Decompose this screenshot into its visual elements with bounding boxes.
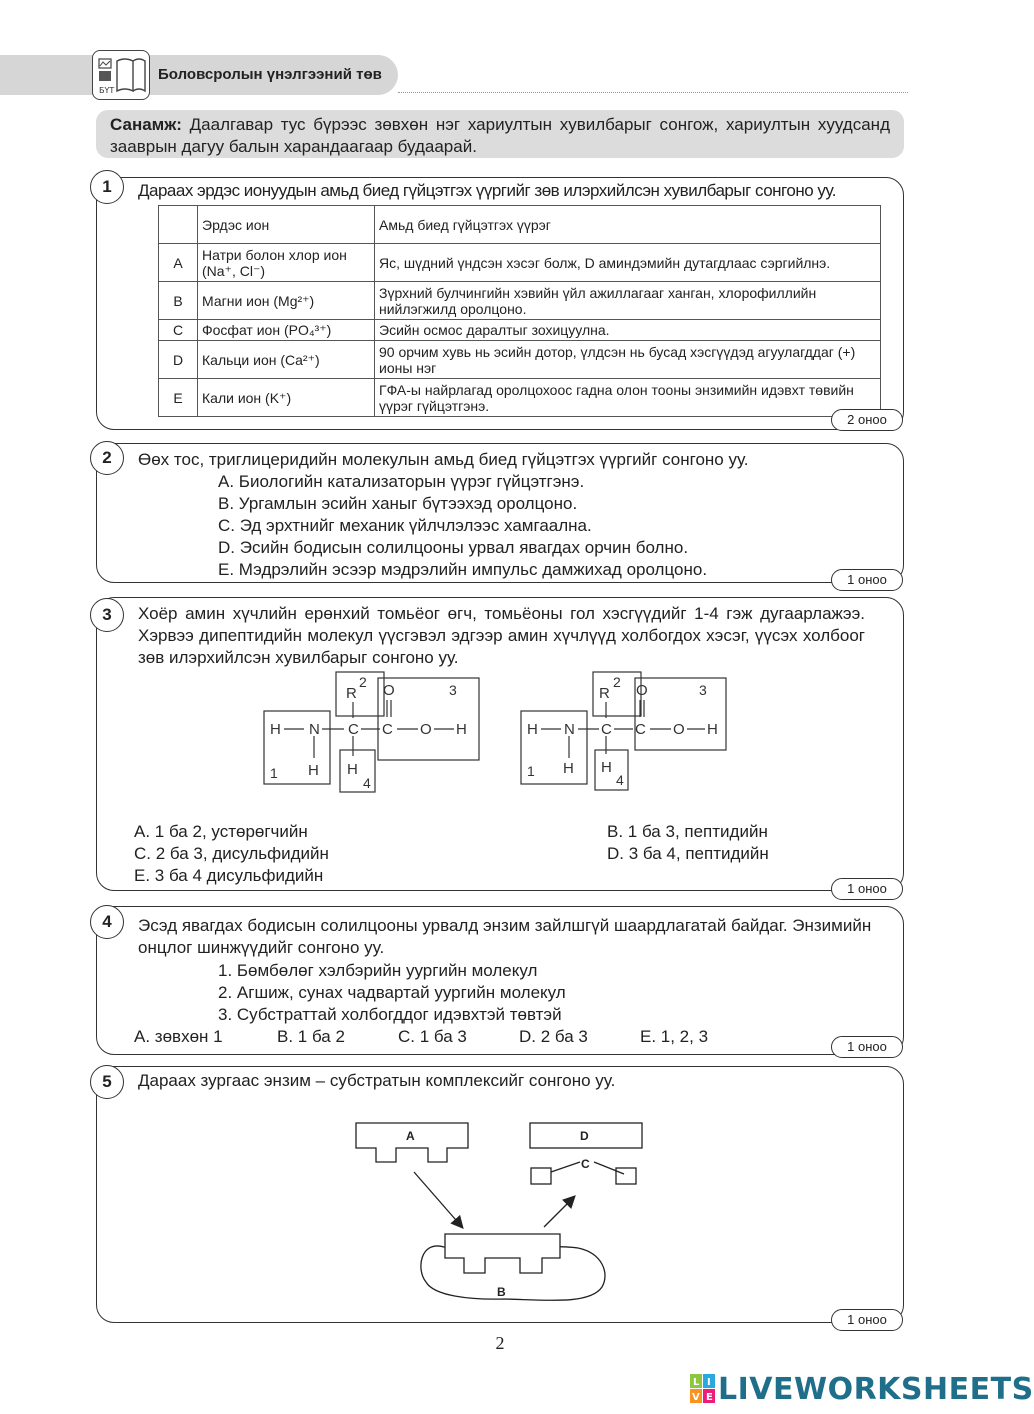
ion-name-text: Натри болон хлор ион — [202, 246, 347, 263]
table-row — [159, 341, 881, 379]
table-cell — [159, 206, 198, 244]
part-number: 4 — [616, 772, 624, 788]
atom-h: H — [270, 721, 281, 738]
part-number: 1 — [527, 763, 535, 779]
note-label: Санамж: — [110, 115, 182, 134]
enzyme-substrate-diagram — [340, 1110, 670, 1315]
part-number: 4 — [363, 775, 371, 791]
option[interactable]: B. 1 ба 2 — [277, 1027, 345, 1046]
row-letter: C — [159, 320, 198, 341]
question-number: 2 — [90, 441, 124, 475]
label-c: C — [581, 1157, 590, 1171]
atom-r: R — [599, 685, 610, 702]
label-b: B — [497, 1285, 506, 1299]
amino-acid-formula-1 — [258, 668, 483, 794]
option[interactable]: E. 3 ба 4 дисульфидийн — [134, 866, 324, 885]
points-badge: 1 оноо — [831, 569, 903, 591]
atom-c: C — [601, 721, 612, 738]
atom-h: H — [563, 760, 574, 777]
option[interactable]: A. 1 ба 2, устөрөгчийн — [134, 822, 308, 841]
badge-letter: E — [706, 1392, 713, 1403]
option[interactable]: A. Биологийн катализаторын үүрэг гүйцэтгэнэ. — [218, 472, 585, 491]
atom-o: O — [383, 682, 395, 699]
question-number: 5 — [90, 1065, 124, 1099]
atom-n: N — [564, 721, 575, 738]
ion-role: 90 орчим хувь нь эсийн дотор, үлдсэн нь бусад хэсгүүдэд агуулагддаг (+) ионы нэг — [375, 341, 881, 379]
table-row — [159, 320, 881, 341]
shape-c-right — [616, 1168, 636, 1184]
table-row — [159, 379, 881, 417]
logo-text: БҮТ — [99, 86, 115, 95]
question-text: Өөх тос, триглицеридийн молекулын амьд биед гүйцэтгэх үүргийг сонгоно уу. — [138, 450, 749, 469]
option[interactable]: E. 1, 2, 3 — [640, 1027, 709, 1046]
question-number: 1 — [90, 170, 124, 204]
ion-name — [198, 244, 375, 282]
ion-role: Зүрхний булчингийн хэвийн үйл ажиллагааг ханган, хлорофиллийн нийлэгжилд оролцоно. — [375, 282, 881, 320]
question-number: 4 — [90, 905, 124, 939]
table-header: Эрдэс ион — [198, 206, 375, 244]
atom-h: H — [308, 762, 319, 779]
points-badge: 2 оноо — [831, 409, 903, 431]
atom-n: N — [309, 721, 320, 738]
part-number: 1 — [270, 765, 278, 781]
row-letter: A — [159, 244, 198, 282]
badge-letter: L — [693, 1377, 700, 1388]
option[interactable]: D. 3 ба 4, пептидийн — [607, 844, 769, 863]
ion-role: Яс, шүдний үндсэн хэсэг болж, D аминдэмийн дутагдлаас сэргийлнэ. — [375, 244, 881, 282]
option[interactable]: D. 2 ба 3 — [519, 1027, 588, 1046]
atom-c: C — [635, 721, 646, 738]
shape-c-left — [531, 1168, 551, 1184]
ion-name: Фосфат ион (PO₄³⁺) — [198, 320, 375, 341]
option[interactable]: C. 1 ба 3 — [398, 1027, 467, 1046]
table-header: Амьд биед гүйцэтгэх үүрэг — [375, 206, 881, 244]
label-a: A — [406, 1129, 415, 1143]
atom-o: O — [673, 721, 685, 738]
part-number: 3 — [699, 682, 707, 698]
question-text: Хоёр амин хүчлийн ерөнхий томьёог өгч, томьёоны гол хэсгүүдийг 1-4 гэж дугаарлажээ. Хэрвээ дипептидийн молекул үүсгэвэл эдгээр амин хүчлүүд холбогдох хэсэг, үүсэх холбоог зөв илэрхийлсэн хувилбарыг сонгоно уу. — [138, 604, 865, 667]
option[interactable]: C. 2 ба 3, дисульфидийн — [134, 844, 329, 863]
atom-h: H — [347, 761, 358, 778]
option[interactable]: A. зөвхөн 1 — [134, 1027, 223, 1046]
ion-formula: (Na⁺, Cl⁻) — [202, 262, 265, 279]
atom-h: H — [601, 759, 612, 776]
ion-name: Кальци ион (Ca²⁺) — [198, 341, 375, 379]
liveworksheets-logo[interactable]: LIVEWORKSHEETS — [718, 1372, 1034, 1407]
atom-c: C — [382, 721, 393, 738]
question-text: Дараах зургаас энзим – субстратын комплексийг сонгоно уу. — [138, 1071, 616, 1090]
part-number: 2 — [359, 674, 367, 690]
question-text: Дараах эрдэс ионуудын амьд биед гүйцэтгэх үүргийг зөв илэрхийлсэн хувилбарыг сонгоно уу. — [138, 181, 836, 200]
badge-letter: V — [692, 1392, 700, 1403]
atom-r: R — [346, 685, 357, 702]
points-badge: 1 оноо — [831, 1309, 903, 1331]
amino-acid-formula-2 — [515, 668, 740, 794]
table-row — [159, 244, 881, 282]
atom-o: O — [420, 721, 432, 738]
option[interactable]: B. Ургамлын эсийн ханыг бүтээхэд оролцоно. — [218, 494, 578, 513]
option[interactable]: C. Эд эрхтнийг механик үйлчлэлээс хамгаална. — [218, 516, 592, 535]
atom-o: O — [636, 682, 648, 699]
header-title: Боловсролын үнэлгээний төв — [158, 66, 382, 83]
ion-name: Магни ион (Mg²⁺) — [198, 282, 375, 320]
part-number: 2 — [613, 674, 621, 690]
header-band — [0, 55, 100, 95]
row-letter: B — [159, 282, 198, 320]
ion-role: ГФА-ы найрлагад оролцохоос гадна олон тооны энзимийн идэвхт төвийн үүрэг гүйцэтгэнэ. — [375, 379, 881, 417]
liveworksheets-badge — [690, 1374, 716, 1404]
part-number: 3 — [449, 682, 457, 698]
atom-h: H — [707, 721, 718, 738]
list-item: 3. Субстраттай холбогддог идэвхтэй төвтэй — [218, 1005, 562, 1024]
header-divider — [398, 92, 908, 93]
atom-c: C — [348, 721, 359, 738]
ion-role: Эсийн осмос даралтыг зохицуулна. — [375, 320, 881, 341]
points-badge: 1 оноо — [831, 1036, 903, 1058]
points-badge: 1 оноо — [831, 878, 903, 900]
table-row — [159, 282, 881, 320]
question-number: 3 — [90, 598, 124, 632]
page-number: 2 — [495, 1333, 505, 1353]
option[interactable]: D. Эсийн бодисын солилцооны урвал явагдах орчин болно. — [218, 538, 689, 557]
option[interactable]: E. Мэдрэлийн эсээр мэдрэлийн импульс дамжихад оролцоно. — [218, 560, 708, 579]
note-text: Даалгавар тус бүрээс зөвхөн нэг хариултын хувилбарыг сонгож, хариултын хуудсанд зааврын дагуу балын харандаагаар будаарай. — [110, 115, 890, 156]
instruction-note — [96, 110, 904, 158]
list-item: 2. Агшиж, сунах чадвартай уургийн молекул — [218, 983, 566, 1002]
label-d: D — [580, 1129, 589, 1143]
question-text: Эсэд явагдах бодисын солилцооны урвалд энзим зайлшгүй шаардлагатай байдаг. Энзимийн онцлог шинжүүдийг сонгоно уу. — [138, 916, 872, 957]
atom-h: H — [456, 721, 467, 738]
logo — [92, 50, 150, 100]
ions-table — [158, 205, 881, 417]
option[interactable]: B. 1 ба 3, пептидийн — [607, 822, 768, 841]
row-letter: D — [159, 341, 198, 379]
badge-letter: I — [707, 1377, 711, 1388]
list-item: 1. Бөмбөлөг хэлбэрийн уургийн молекул — [218, 961, 538, 980]
ion-name: Кали ион (K⁺) — [198, 379, 375, 417]
atom-h: H — [527, 721, 538, 738]
row-letter: E — [159, 379, 198, 417]
